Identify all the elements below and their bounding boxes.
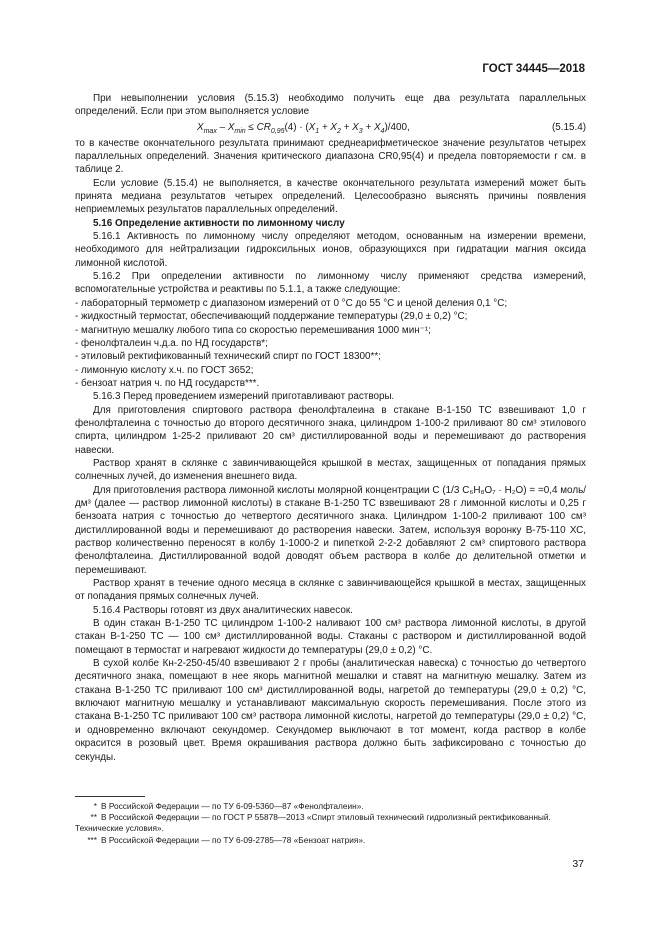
paragraph-cups: В один стакан В-1-250 ТС цилиндром 1-100-2 наливают 100 см³ раствора лимонной кислоты, в другой стакан В-1-250 ТС — 100 см³ дистиллированной воды. Стаканы с раствором и дистиллированной водой помещают в термостат и нагревают жидкости до температуры (29,0 ± 0,2) °С. <box>75 618 586 656</box>
paragraph-intro: При невыполнении условия (5.15.3) необходимо получить еще два результата параллельных определений. Если при этом выполняется условие <box>75 93 586 118</box>
paragraph-5-16-2: 5.16.2 При определении активности по лимонному числу применяют средства измерений, вспомогательные устройства и реактивы по 5.1.1, а также следующие: <box>75 271 586 296</box>
list-item: - бензоат натрия ч. по НД государств***. <box>75 377 260 389</box>
paragraph-5-16-3: 5.16.3 Перед проведением измерений приготавливают растворы. <box>93 391 395 403</box>
list-item: - лабораторный термометр с диапазоном измерений от 0 °С до 55 °С и ценой деления 0,1 °С; <box>75 297 508 309</box>
paragraph-storage-1: Раствор хранят в склянке с завинчивающейся крышкой в местах, защищенных от попадания прямых солнечных лучей, до изменения внешнего вида. <box>75 457 586 483</box>
paragraph-5-16-4: 5.16.4 Растворы готовят из двух аналитических навесок. <box>93 604 353 616</box>
footnote-divider <box>75 796 145 797</box>
paragraph-result: то в качестве окончательного результата принимают среднеарифметическое значение результатов четырех параллельных определений. Значения критического диапазона CR0,95(4) и предела повторяемости r см. в таблице 2. <box>75 137 586 176</box>
main-text <box>75 92 586 764</box>
footnote: * В Российской Федерации — по ТУ 6-09-5360—87 «Фенолфталеин». <box>93 801 364 811</box>
list-item: - этиловый ректификованный технический спирт по ГОСТ 18300**; <box>75 351 381 363</box>
paragraph-median: Если условие (5.15.4) не выполняется, в качестве окончательного результата измерений может быть принята медиана результатов четырех определений. Целесообразно выяснять причины появления неприемлемых результатов параллельных определений. <box>75 177 586 216</box>
footnote: ** В Российской Федерации — по ГОСТ Р 55878—2013 «Спирт этиловый технический гидролизный ректификованный. Технические условия». <box>75 812 551 834</box>
standard-header: ГОСТ 34445—2018 <box>482 63 585 75</box>
list-item: - фенолфталеин ч.д.а. по НД государств*; <box>75 337 268 349</box>
section-title: 5.16 Определение активности по лимонному числу <box>93 217 345 229</box>
formula-5-15-4 <box>75 121 586 135</box>
paragraph-flask: В сухой колбе Кн-2-250-45/40 взвешивают 2 г пробы (аналитическая навеска) с точностью до четвертого десятичного знака, помещают в нее якорь магнитной мешалки и ставят на магнитную мешалку. Затем из стакана В-1-250 ТС приливают 100 см³ дистиллированной воды, нагретой до температуры (29,0 ± 0,2) °С, включают магнитную мешалку и устанавливают максимальную скорость перемешивания. После этого из стакана В-1-250 ТС приливают 100 см³ раствора лимонной кислоты, нагретой до температуры (29,0 ± 0,2) °С, и одновременно включают секундомер. Секундомер выключают в тот момент, когда раствор в колбе окрасится в розовый цвет. Время окрашивания раствора должно быть зафиксировано с точностью до секунды. <box>75 658 586 763</box>
footnotes <box>75 796 586 846</box>
paragraph-phenolphthalein: Для приготовления спиртового раствора фенолфталеина в стакане В-1-150 ТС взвешивают 1,0 г фенолфталеина с точностью до второго десятичного знака, цилиндром 1-100-2 приливают 80 см³ этилового спирта, цилиндром 1-25-2 приливают 20 см³ дистиллированной воды и перемешивают до растворения навески. <box>75 404 586 456</box>
paragraph-citric-acid: Для приготовления раствора лимонной кислоты молярной концентрации С (1/3 C₆H₈O₇ · H₂O) = =0,4 моль/дм³ (далее — раствор лимонной кислоты) в стакане В-1-250 ТС взвешивают 28 г лимонной кислоты и 0,25 г бензоата натрия с точностью до четвертого десятичного знака. Цилиндром 1-100-2 приливают 100 см³ дистиллированной воды и перемешивают до растворения навески. Затем, используя воронку В-75-110 ХС, раствор количественно переносят в колбу 1-1000-2 и пипеткой 2-2-2 добавляют 2 см³ спиртового раствора фенолфталеина. Дистиллированной водой доводят объем раствора в колбе до делительной отметки и перемешивают. <box>75 484 586 576</box>
paragraph-5-16-1: 5.16.1 Активность по лимонному числу определяют методом, основанным на измерении времени, необходимого для нейтрализации гидроксильных ионов, образующихся при гидратации магния оксида лимонной кислотой. <box>75 231 586 269</box>
formula-expression: $X_{max} - X_{min} \le CR_{0,95}(4) \cdot (X_1 + X_2 + X_3 + X_4)/400$, <box>197 121 410 135</box>
paragraph-storage-2: Раствор хранят в течение одного месяца в склянке с завинчивающейся крышкой в местах, защищенных от попадания прямых солнечных лучей. <box>75 578 586 603</box>
list-item: - жидкостный термостат, обеспечивающий поддержание температуры (29,0 ± 0,2) °С; <box>75 311 468 323</box>
page-number: 37 <box>572 858 584 870</box>
list-item: - лимонную кислоту х.ч. по ГОСТ 3652; <box>75 364 254 376</box>
footnote: *** В Российской Федерации — по ТУ 6-09-2785—78 «Бензоат натрия». <box>87 834 366 845</box>
formula-number: (5.15.4) <box>551 121 586 133</box>
list-item: - магнитную мешалку любого типа со скоростью перемешивания 1000 мин⁻¹; <box>75 324 431 336</box>
